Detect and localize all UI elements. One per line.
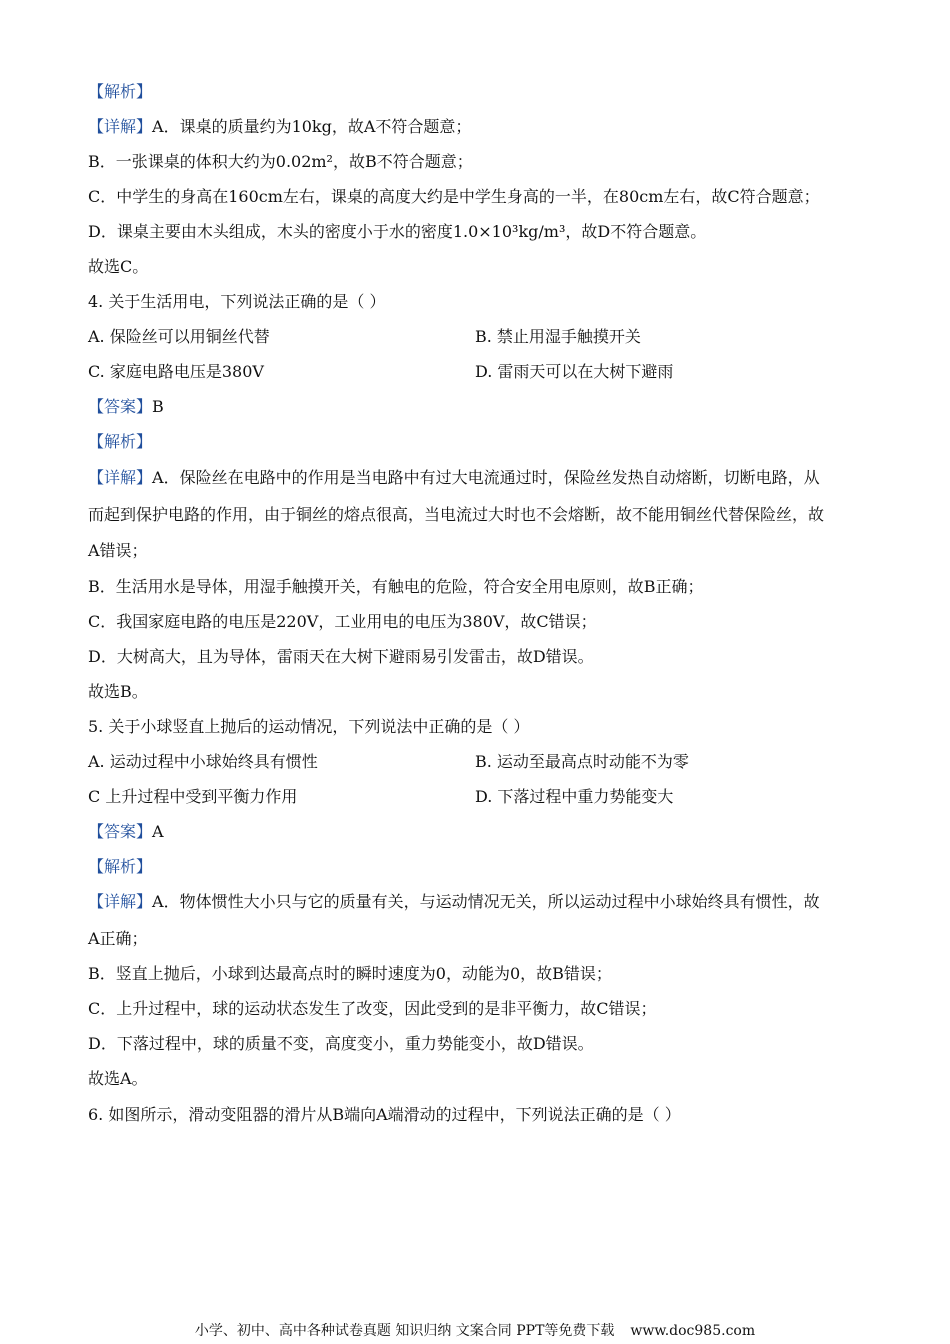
- q4-detail-d: D．大树高大，且为导体，雷雨天在大树下避雨易引发雷击，故D错误。: [88, 647, 594, 666]
- q5-detail-a-1: [88, 891, 820, 913]
- q5-detail-d: D．下落过程中，球的质量不变，高度变小，重力势能变小，故D错误。: [88, 1034, 594, 1053]
- q4-option-d: D. 雷雨天可以在大树下避雨: [475, 362, 674, 381]
- q4-answer-value: B: [152, 397, 164, 416]
- q5-answer: [88, 821, 164, 843]
- footer-text: 小学、初中、高中各种试卷真题 知识归纳 文案合同 PPT等免费下载: [194, 1323, 615, 1339]
- q5-detail-a-text: A．物体惯性大小只与它的质量有关，与运动情况无关，所以运动过程中小球始终具有惯性，故: [152, 892, 820, 911]
- q4-answer: [88, 396, 164, 418]
- q4-detail-a-2: 而起到保护电路的作用，由于铜丝的熔点很高，当电流过大时也不会熔断，故不能用铜丝代替保险丝，故: [88, 505, 825, 524]
- q6-question: 6. 如图所示，滑动变阻器的滑片从B端向A端滑动的过程中，下列说法正确的是（ ）: [88, 1105, 681, 1124]
- q4-conclusion: 故选B。: [88, 682, 148, 701]
- q5-conclusion: 故选A。: [88, 1069, 148, 1088]
- q4-detail-b: B．生活用水是导体，用湿手触摸开关，有触电的危险，符合安全用电原则，故B正确；: [88, 577, 704, 596]
- q4-option-c: C. 家庭电路电压是380V: [88, 362, 264, 381]
- page-footer: [0, 1322, 950, 1340]
- answer-tag: 【答案】: [88, 822, 153, 841]
- q4-detail-a-3: A错误；: [88, 541, 148, 560]
- q5-option-c: C 上升过程中受到平衡力作用: [88, 787, 298, 806]
- detail-tag: 【详解】: [88, 892, 153, 911]
- q5-analysis-heading: 【解析】: [88, 857, 153, 876]
- q5-answer-value: A: [152, 822, 164, 841]
- q4-option-a: A. 保险丝可以用铜丝代替: [88, 327, 270, 346]
- detail-tag: 【详解】: [88, 468, 153, 487]
- q5-option-b: B. 运动至最高点时动能不为零: [475, 752, 689, 771]
- q3-conclusion: 故选C。: [88, 257, 149, 276]
- q3-detail-a: [88, 116, 471, 138]
- q4-detail-a-text: A．保险丝在电路中的作用是当电路中有过大电流通过时，保险丝发热自动熔断，切断电路，从: [152, 468, 820, 487]
- q4-detail-c: C．我国家庭电路的电压是220V，工业用电的电压为380V，故C错误；: [88, 612, 597, 631]
- q3-detail-c: C．中学生的身高在160cm左右，课桌的高度大约是中学生身高的一半，在80cm左右，故C符合题意；: [88, 187, 820, 206]
- q4-question: 4. 关于生活用电，下列说法正确的是（ ）: [88, 292, 386, 311]
- q5-detail-c: C．上升过程中，球的运动状态发生了改变，因此受到的是非平衡力，故C错误；: [88, 999, 657, 1018]
- q4-option-b: B. 禁止用湿手触摸开关: [475, 327, 641, 346]
- q4-analysis-heading: 【解析】: [88, 432, 153, 451]
- detail-tag: 【详解】: [88, 117, 153, 136]
- q5-option-d: D. 下落过程中重力势能变大: [475, 787, 674, 806]
- q3-detail-a-text: A．课桌的质量约为10kg，故A不符合题意；: [152, 117, 472, 136]
- q5-option-a: A. 运动过程中小球始终具有惯性: [88, 752, 318, 771]
- answer-tag: 【答案】: [88, 397, 153, 416]
- q5-detail-b: B．竖直上抛后，小球到达最高点时的瞬时速度为0，动能为0，故B错误；: [88, 964, 612, 983]
- analysis-heading: 【解析】: [88, 82, 153, 101]
- q3-detail-b: B．一张课桌的体积大约为0.02m²，故B不符合题意；: [88, 152, 473, 171]
- q3-detail-d: D．课桌主要由木头组成，木头的密度小于水的密度1.0×10³kg/m³，故D不符合题意。: [88, 222, 707, 241]
- q5-question: 5. 关于小球竖直上抛后的运动情况，下列说法中正确的是（ ）: [88, 717, 530, 736]
- footer-url[interactable]: www.doc985.com: [630, 1323, 756, 1339]
- q5-detail-a-2: A正确；: [88, 929, 148, 948]
- q4-detail-a-1: [88, 467, 820, 489]
